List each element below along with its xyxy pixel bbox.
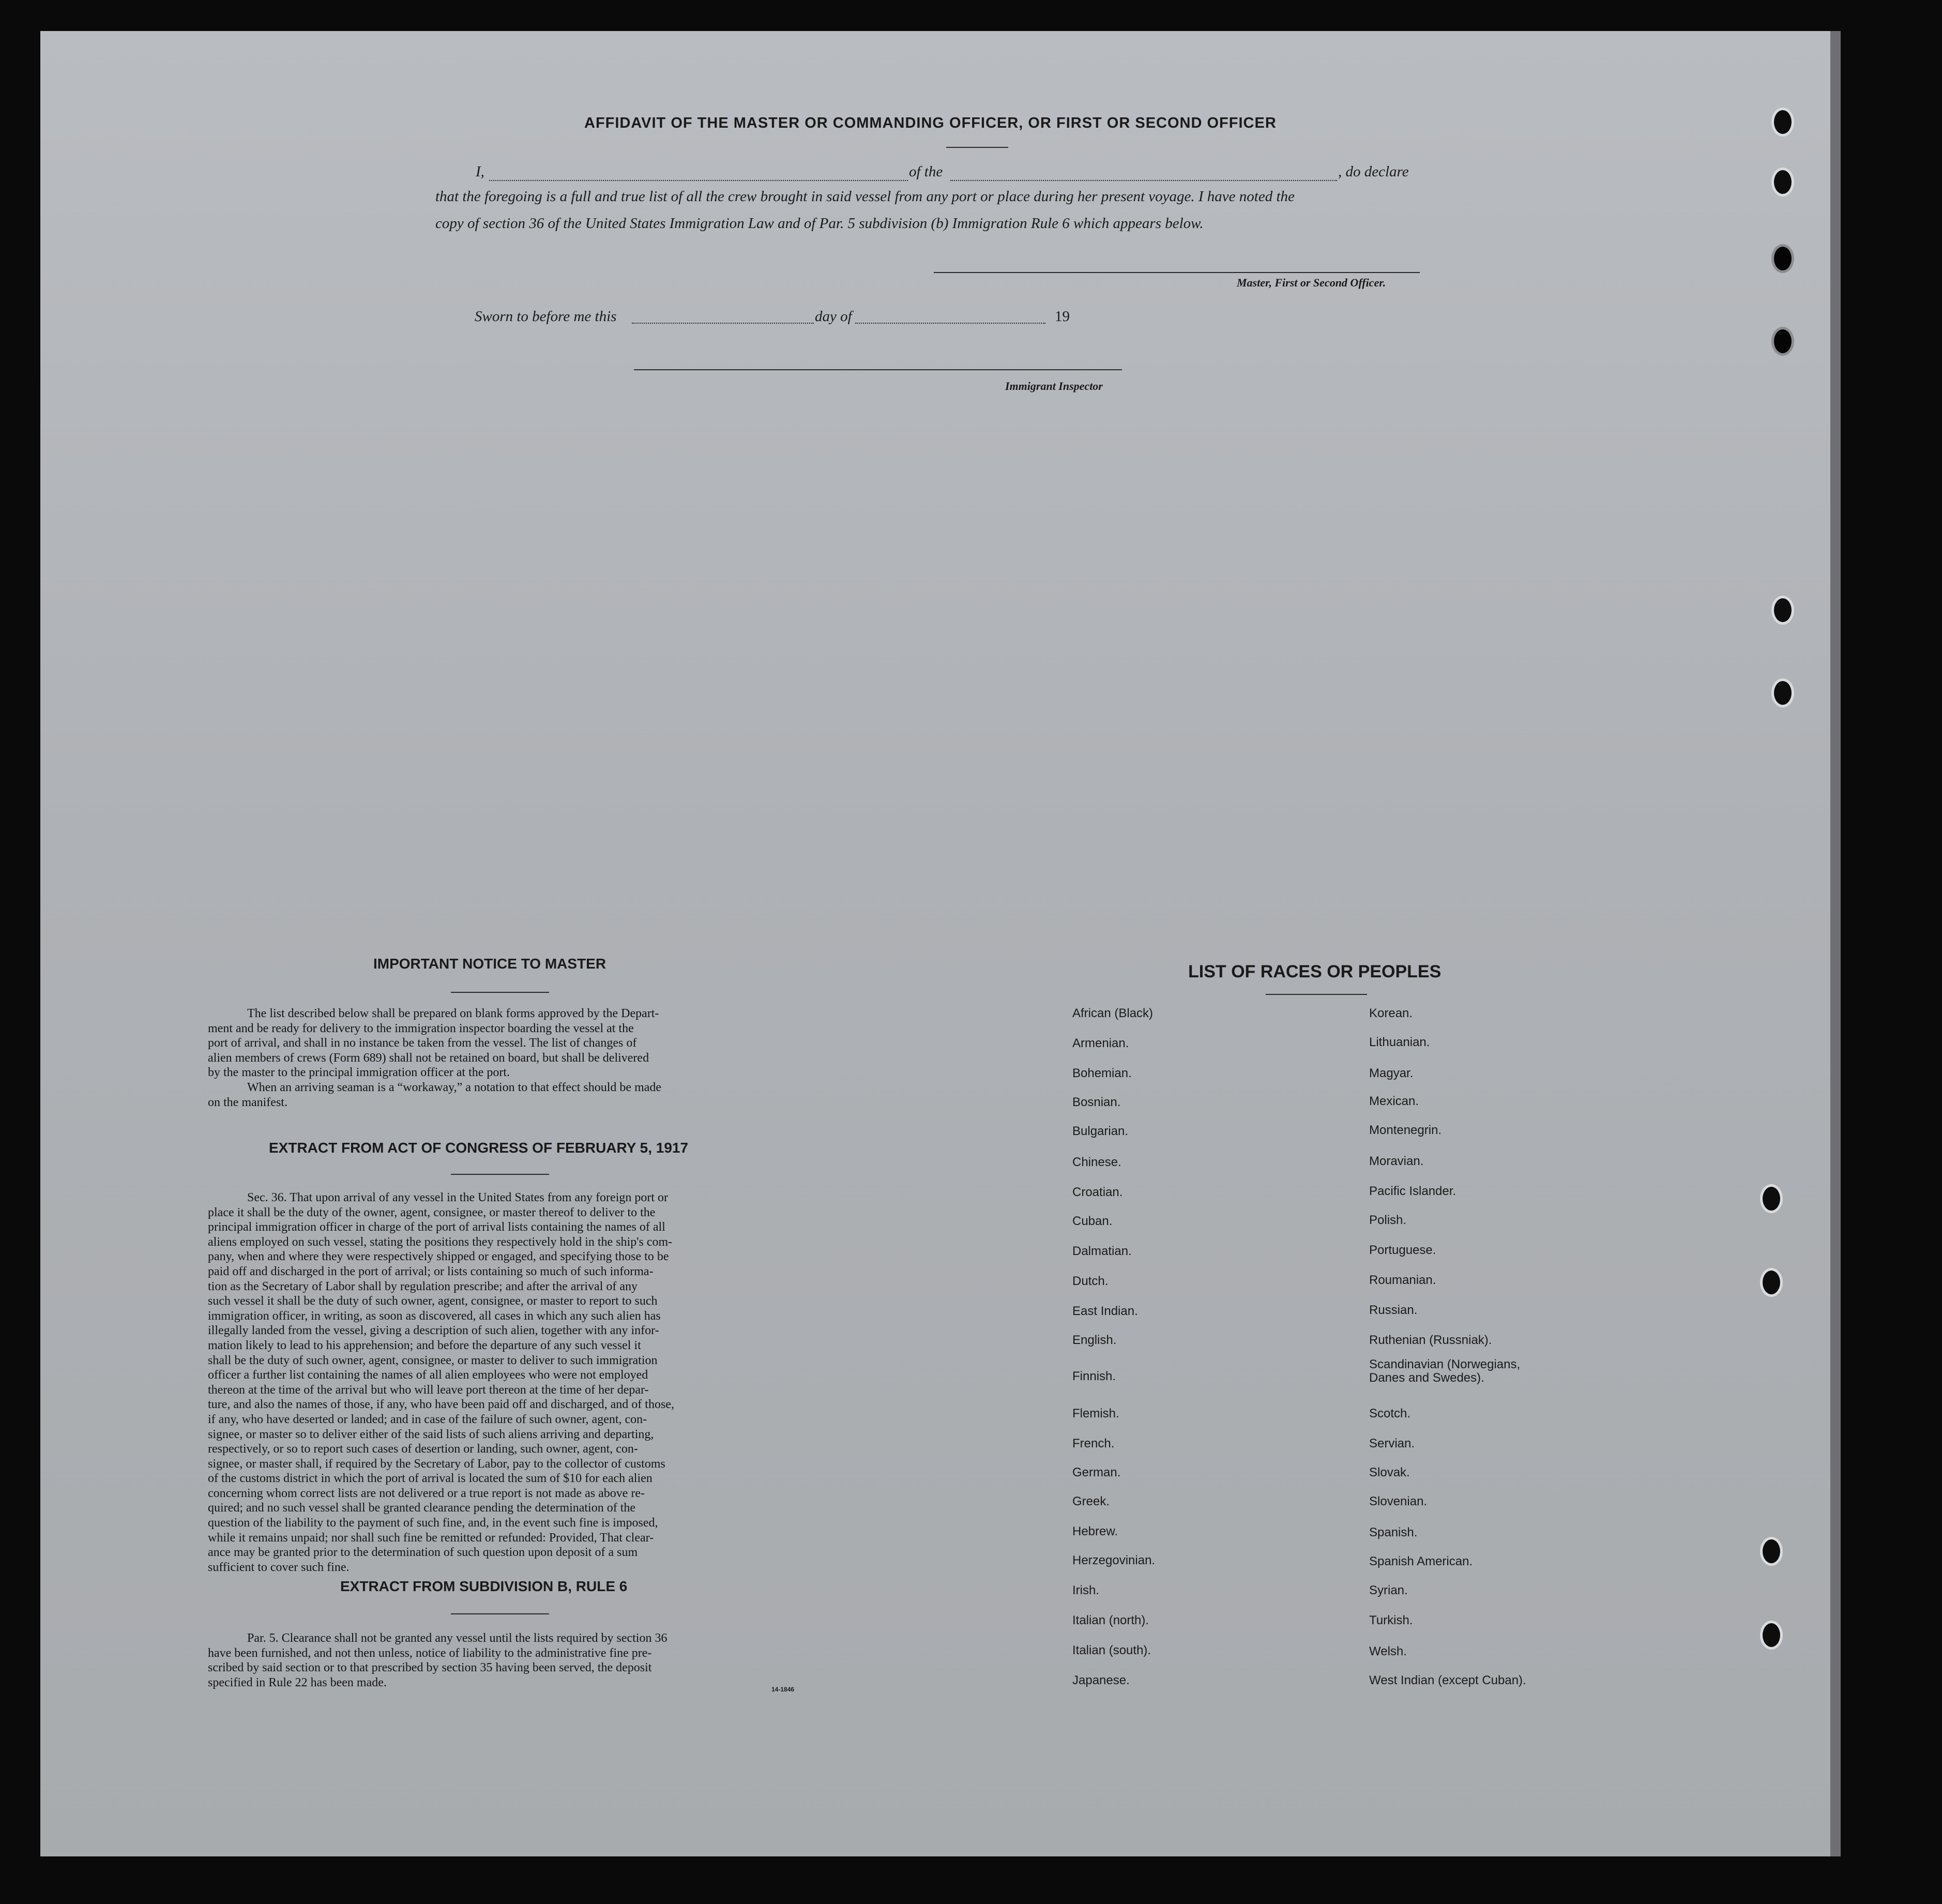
extract-act-line: respectively, or so to report such cases of desertion or landing, such owner, agent, con- [208,1442,638,1456]
binder-hole [1771,596,1794,625]
race-item: Syrian. [1369,1583,1408,1597]
race-item: Polish. [1369,1213,1407,1227]
race-item: Herzegovinian. [1072,1553,1156,1567]
extract-act-line: illegally landed from the vessel, giving a description of such alien, together with any infor- [208,1324,659,1338]
race-item: English. [1072,1333,1117,1347]
race-item: Italian (north). [1072,1613,1149,1627]
affidavit-statement-line: that the foregoing is a full and true list of all the crew brought in said vessel from any port or place during her present voyage. I have noted the [435,188,1295,205]
sworn-label: Sworn to before me this [475,308,617,325]
race-item: Greek. [1072,1494,1110,1508]
year-label: 19 [1055,308,1070,325]
race-item: Chinese. [1072,1155,1121,1169]
race-item: Spanish. [1369,1525,1418,1539]
binder-hole [1771,168,1794,197]
race-item: Flemish. [1072,1407,1119,1421]
race-item: Ruthenian (Russniak). [1369,1333,1492,1347]
extract-act-line: aliens employed on such vessel, stating the positions they respectively hold in the ship's com- [208,1235,673,1249]
extract-act-line: such vessel it shall be the duty of such owner, agent, consignee, or master to report to such [208,1294,658,1308]
extract-act-line: mation likely to lead to his apprehension; and before the departure of any such vessel it [208,1338,641,1352]
extract-act-line: place it shall be the duty of the owner, agent, consignee, or master thereof to deliver to the [208,1205,656,1219]
race-item: Slovenian. [1369,1494,1428,1508]
notice-title: IMPORTANT NOTICE TO MASTER [373,956,606,972]
notice-title-rule [451,992,549,993]
race-item: Scotch. [1369,1407,1411,1421]
extract-act-line: thereon at the time of the arrival but who will leave port thereon at the time of her depar- [208,1383,649,1397]
extract-act-line: of the customs district in which the port of arrival is located the sum of $10 for each alien [208,1472,653,1486]
race-item: Cuban. [1072,1214,1113,1228]
notice-line: port of arrival, and shall in no instance be taken from the vessel. The list of changes of [208,1036,637,1050]
notice-line: The list described below shall be prepared on blank forms approved by the Depart- [247,1007,659,1020]
notice-text [208,1006,797,1110]
day-of-label: day of [815,308,852,325]
affidavit-do-declare-label: , do declare [1338,163,1409,180]
extract-act-line: principal immigration officer in charge of the port of arrival lists containing the names of all [208,1220,665,1234]
affidavit-title: AFFIDAVIT OF THE MASTER OR COMMANDING OFFICER, OR FIRST OR SECOND OFFICER [584,115,1277,131]
inspector-signature-line [634,369,1122,370]
binder-hole [1760,1184,1783,1213]
extract-rule-text [208,1631,797,1690]
extract-act-line: if any, who have deserted or landed; and in case of the failure of such owner, agent, con- [208,1412,647,1426]
race-item: African (Black) [1072,1006,1154,1020]
race-item: Magyar. [1369,1066,1414,1080]
binder-hole [1760,1621,1783,1650]
name-blank [489,180,908,181]
sworn-day-blank [632,323,814,324]
race-item: Armenian. [1072,1036,1129,1050]
binder-hole [1771,678,1794,707]
race-item: Roumanian. [1369,1273,1436,1287]
master-signature-label: Master, First or Second Officer. [1237,276,1386,289]
binder-hole [1760,1268,1783,1297]
extract-act-text [208,1190,797,1575]
affidavit-of-the-label: of the [909,163,943,180]
race-item: Bosnian. [1072,1095,1121,1109]
form-number: 14-1846 [771,1686,795,1693]
extract-rule-line: scribed by said section or to that prescribed by section 35 having been served, the deposit [208,1661,652,1675]
race-item: Bulgarian. [1072,1124,1129,1138]
race-item: French. [1072,1437,1115,1450]
notice-line: ment and be ready for delivery to the immigration inspector boarding the vessel at the [208,1021,634,1035]
extract-act-line: signee, or master so to deliver either of the said lists of such aliens arriving and departing, [208,1427,654,1441]
race-item: Mexican. [1369,1094,1419,1108]
extract-act-line: immigration officer, in writing, as soon as discovered, all cases in which any such alien has [208,1309,661,1323]
affidavit-title-rule [946,147,1008,148]
extract-act-line: pany, when and where they were respectively shipped or engaged, and specifying those to be [208,1250,669,1264]
extract-act-line: question of the liability to the payment of such fine, and, in the event such fine is imposed, [208,1516,658,1530]
extract-rule-line: Par. 5. Clearance shall not be granted any vessel until the lists required by section 36 [247,1631,667,1645]
race-item: Finnish. [1072,1369,1116,1383]
notice-line: on the manifest. [208,1095,287,1109]
race-item: Bohemian. [1072,1066,1132,1080]
race-item: Dalmatian. [1072,1244,1132,1258]
race-item: Servian. [1369,1437,1415,1450]
race-item: Montenegrin. [1369,1123,1442,1137]
race-item: Hebrew. [1072,1524,1118,1538]
extract-rule-line: specified in Rule 22 has been made. [208,1675,387,1689]
race-item: Turkish. [1369,1613,1413,1627]
extract-act-line: concerning whom correct lists are not delivered or a true report is not made as above re- [208,1486,645,1500]
race-item: Spanish American. [1369,1554,1473,1568]
extract-act-line: quired; and no such vessel shall be granted clearance pending the determination of the [208,1501,636,1515]
extract-act-line: tion as the Secretary of Labor shall by regulation prescribe; and after the arrival of any [208,1279,638,1293]
extract-act-title-rule [451,1174,549,1175]
extract-rule-line: have been furnished, and not then unless, notice of liability to the administrative fine pre- [208,1646,652,1660]
extract-act-title: EXTRACT FROM ACT OF CONGRESS OF FEBRUARY 5, 1917 [269,1140,689,1156]
extract-rule-title: EXTRACT FROM SUBDIVISION B, RULE 6 [340,1578,628,1594]
extract-act-line: ance may be granted prior to the determination of such question upon deposit of a sum [208,1546,638,1560]
affidavit-i-label: I, [476,163,484,180]
race-item: Korean. [1369,1006,1413,1020]
affidavit-statement-line: copy of section 36 of the United States Immigration Law and of Par. 5 subdivision (b) Immigration Rule 6 which appears below. [435,215,1204,232]
extract-act-line: shall be the duty of such owner, agent, consignee, or master to deliver to such immigration [208,1353,658,1367]
notice-line: When an arriving seaman is a “workaway,” a notation to that effect should be made [247,1080,662,1094]
master-signature-line [934,272,1420,273]
race-item: Slovak. [1369,1465,1410,1479]
extract-act-line: signee, or master shall, if required by the Secretary of Labor, pay to the collector of customs [208,1457,665,1471]
binder-hole [1760,1537,1783,1566]
notice-line: by the master to the principal immigration officer at the port. [208,1066,510,1080]
vessel-blank [950,180,1337,181]
extract-act-line: paid off and discharged in the port of arrival; or lists containing so much of such informa- [208,1264,654,1278]
races-title: LIST OF RACES OR PEOPLES [1188,962,1442,981]
binder-hole [1771,327,1794,356]
race-item: Dutch. [1072,1274,1109,1288]
race-item: West Indian (except Cuban). [1369,1673,1526,1687]
race-item: German. [1072,1465,1121,1479]
binder-hole [1771,108,1794,137]
race-item: Welsh. [1369,1644,1407,1658]
extract-act-line: while it remains unpaid; nor shall such fine be remitted or refunded: Provided, That clear- [208,1531,654,1545]
race-item: Japanese. [1072,1673,1130,1687]
race-item: Italian (south). [1072,1643,1151,1657]
binder-hole [1771,244,1794,273]
notice-line: alien members of crews (Form 689) shall not be retained on board, but shall be delivered [208,1051,649,1065]
extract-act-line: ture, and also the names of those, if any, who have been paid off and discharged, and of those, [208,1398,674,1412]
page-edge [1830,31,1841,1856]
races-title-rule [1266,994,1367,995]
race-item: Scandinavian (Norwegians, Danes and Swedes). [1369,1357,1521,1385]
race-item: East Indian. [1072,1304,1138,1318]
race-item: Lithuanian. [1369,1035,1430,1049]
race-item: Croatian. [1072,1185,1123,1199]
extract-act-line: Sec. 36. That upon arrival of any vessel in the United States from any foreign port or [247,1191,669,1204]
extract-act-line: officer a further list containing the names of all alien employees who were not employed [208,1368,648,1382]
inspector-label: Immigrant Inspector [1005,380,1103,392]
race-item: Pacific Islander. [1369,1184,1456,1198]
extract-rule-title-rule [451,1613,549,1614]
sworn-month-blank [855,323,1045,324]
race-item: Russian. [1369,1303,1418,1317]
race-item: Irish. [1072,1583,1100,1597]
race-item: Portuguese. [1369,1243,1436,1257]
race-item: Moravian. [1369,1154,1424,1168]
document-page [40,31,1834,1856]
extract-act-line: sufficient to cover such fine. [208,1560,350,1574]
